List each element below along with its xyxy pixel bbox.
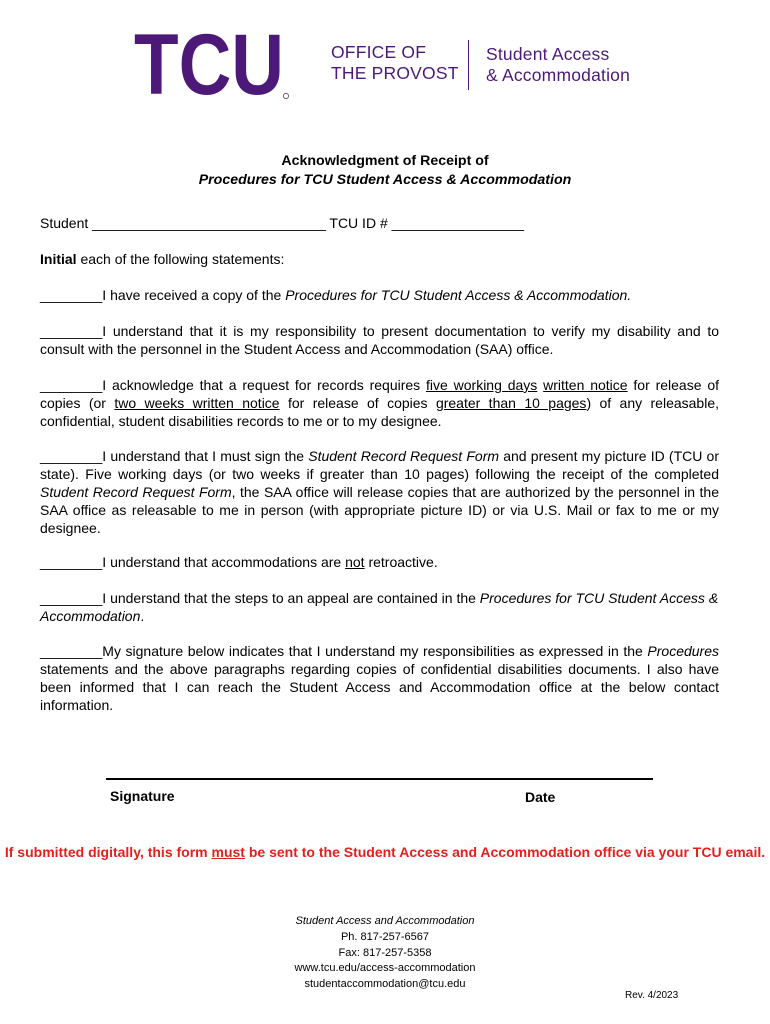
statement-6-text-b: . xyxy=(140,608,145,624)
contact-email[interactable]: studentaccommodation@tcu.edu xyxy=(304,978,466,991)
statement-1-text: I have received a copy of the xyxy=(102,287,286,303)
statement-4 xyxy=(40,447,719,537)
statement-4-text-a: I understand that I must sign the xyxy=(102,448,309,464)
form-title xyxy=(0,152,770,190)
notice-text-b: be sent to the Student Access and Accommodation office via your TCU email. xyxy=(244,844,766,860)
signature-line[interactable] xyxy=(106,778,653,780)
statement-2 xyxy=(40,322,719,358)
contact-fax: Fax: 817-257-5358 xyxy=(338,946,432,959)
date-label: Date xyxy=(525,789,556,805)
statement-3-underline-4: greater than 10 pages xyxy=(435,395,587,411)
initial-blank-5[interactable]: ________ xyxy=(40,554,103,570)
notice-underline: must xyxy=(211,844,245,860)
statement-1 xyxy=(40,286,631,304)
statement-3-text-e: ) of any releasable, confidential, student disabilities records to me or to my designee. xyxy=(40,395,719,429)
office-line-2: THE PROVOST xyxy=(331,63,459,83)
title-line-1: Acknowledgment of Receipt of xyxy=(281,153,489,169)
statement-3-text-c: for release of copies (or xyxy=(40,377,720,411)
contact-office-name: Student Access and Accommodation xyxy=(295,915,475,927)
initial-word: Initial xyxy=(40,251,77,267)
instructions-rest: each of the following statements: xyxy=(76,251,285,267)
statement-4-italic-2: Student Record Request Form xyxy=(40,484,232,500)
statement-3-text-a: I acknowledge that a request for records requires xyxy=(102,377,427,393)
statement-6 xyxy=(40,589,719,625)
statement-3-underline-2: written notice xyxy=(543,377,628,393)
office-of-provost xyxy=(331,42,459,84)
tcu-logo xyxy=(134,17,292,113)
initial-blank-7[interactable]: ________ xyxy=(40,643,103,659)
statement-7-text-b: statements and the above paragraphs regarding copies of confidential disabilities documents. I also have been informed that I can reach the Student Access and Accommodation office at the below contact information. xyxy=(40,661,719,713)
statement-7-italic: Procedures xyxy=(647,643,719,659)
student-id-line xyxy=(40,214,524,232)
statement-5-text-a: I understand that accommodations are xyxy=(102,554,346,570)
statement-4-text-c: , the SAA office will release copies that are authorized by the personnel in the SAA office as releasable to me in person (with appropriate picture ID) or via U.S. Mail or fax to me or my designee. xyxy=(40,484,719,536)
statement-7 xyxy=(40,642,719,714)
notice-text-a: If submitted digitally, this form xyxy=(4,844,212,860)
instructions xyxy=(40,250,284,268)
logo-text: TCU xyxy=(134,17,284,113)
initial-blank-2[interactable]: ________ xyxy=(40,323,103,339)
department-name xyxy=(486,44,630,86)
digital-submission-notice xyxy=(0,843,770,861)
tcu-id-field[interactable]: _________________ xyxy=(391,215,524,231)
initial-blank-3[interactable]: ________ xyxy=(40,377,103,393)
statement-4-italic-1: Student Record Request Form xyxy=(308,448,500,464)
student-name-field[interactable]: ______________________________ xyxy=(92,215,326,231)
statement-5-underline: not xyxy=(345,554,365,570)
tcu-id-label: TCU ID # xyxy=(329,215,388,231)
statement-7-text-a: My signature below indicates that I understand my responsibilities as expressed in the xyxy=(102,643,648,659)
signature-label: Signature xyxy=(110,788,175,804)
statement-3-text-d: for release of copies xyxy=(279,395,436,411)
statement-3-underline-3: two weeks written notice xyxy=(114,395,280,411)
statement-4-text-b: and present my picture ID (TCU or state). Five working days (or two weeks if greater than 10 pages) following the receipt of the completed xyxy=(40,448,719,482)
initial-blank-6[interactable]: ________ xyxy=(40,590,103,606)
statement-1-italic: Procedures for TCU Student Access & Accommodation. xyxy=(285,287,632,303)
statement-6-italic: Procedures for TCU Student Access & Accommodation xyxy=(40,590,719,624)
dept-line-2: & Accommodation xyxy=(486,65,631,85)
initial-blank-4[interactable]: ________ xyxy=(40,448,103,464)
statement-2-text: I understand that it is my responsibility to present documentation to verify my disability and to consult with the personnel in the Student Access and Accommodation (SAA) office. xyxy=(40,323,719,357)
contact-block xyxy=(0,914,770,993)
dept-line-1: Student Access xyxy=(486,44,610,64)
title-line-2: Procedures for TCU Student Access & Accommodation xyxy=(198,172,572,188)
revision-date: Rev. 4/2023 xyxy=(625,990,679,1001)
statement-3-underline-1: five working days xyxy=(426,377,538,393)
statement-5-text-b: retroactive. xyxy=(364,554,438,570)
initial-blank-1[interactable]: ________ xyxy=(40,287,103,303)
statement-3 xyxy=(40,376,719,430)
student-label: Student xyxy=(40,215,89,231)
statement-6-text-a: I understand that the steps to an appeal are contained in the xyxy=(102,590,480,606)
contact-website[interactable]: www.tcu.edu/access-accommodation xyxy=(294,962,476,975)
office-line-1: OFFICE OF xyxy=(331,42,427,62)
statement-5 xyxy=(40,553,438,571)
header-divider xyxy=(468,40,469,90)
contact-phone: Ph. 817-257-6567 xyxy=(340,930,430,943)
